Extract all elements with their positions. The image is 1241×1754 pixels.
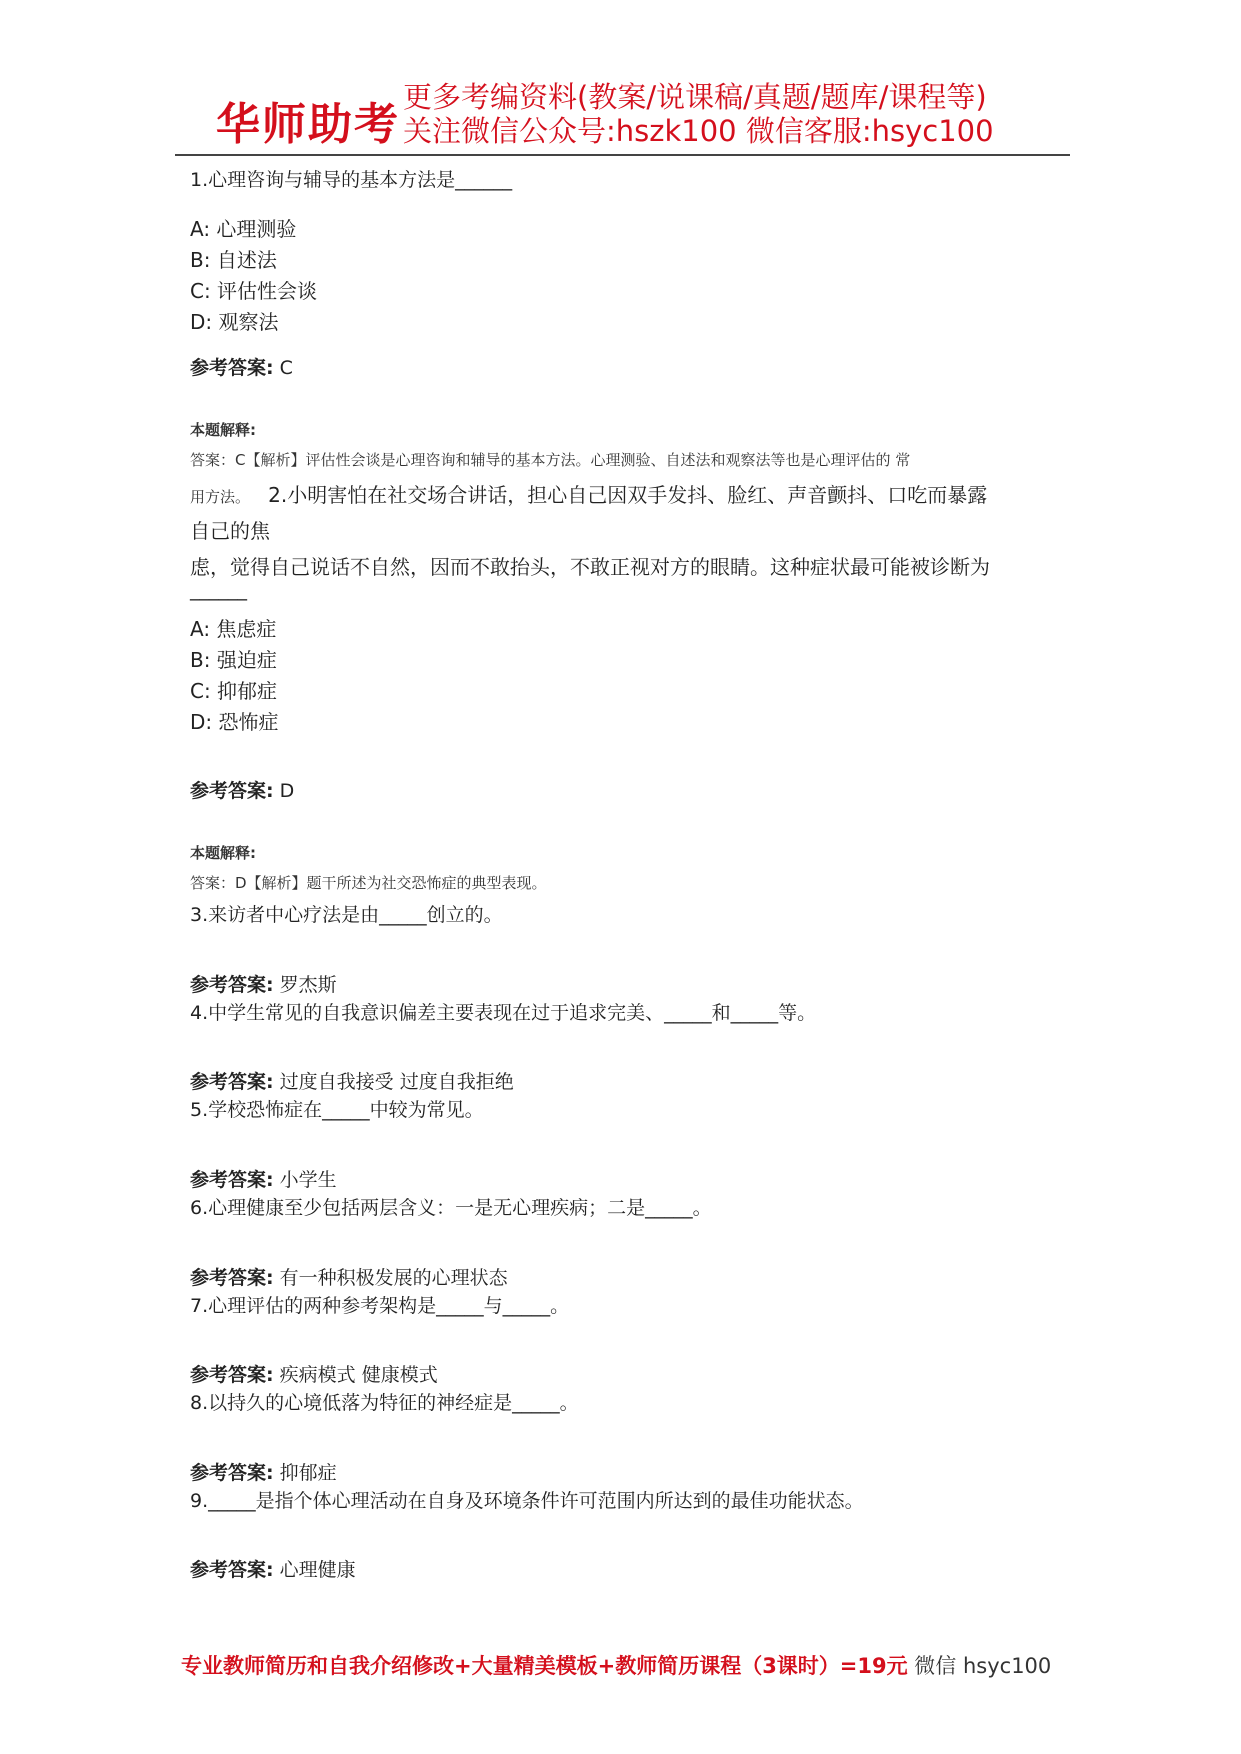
- q2-option-d: D: 恐怖症: [190, 710, 279, 734]
- q1-option-b: B: 自述法: [190, 248, 277, 272]
- question-5-stem: 5.学校恐怖症在_____中较为常见。: [190, 1099, 484, 1121]
- answer-value: 小学生: [273, 1169, 337, 1191]
- answer-label: 参考答案:: [190, 1169, 274, 1191]
- q2-explanation-label: 本题解释:: [190, 844, 256, 862]
- answer-label: 参考答案:: [190, 780, 274, 802]
- answer-label: 参考答案:: [190, 1071, 274, 1093]
- question-8-stem: 8.以持久的心境低落为特征的神经症是_____。: [190, 1392, 579, 1414]
- answer-value: 罗杰斯: [273, 974, 337, 996]
- q1-option-a: A: 心理测验: [190, 217, 297, 241]
- q2-option-c: C: 抑郁症: [190, 679, 278, 703]
- question-7-stem: 7.心理评估的两种参考架构是_____与_____。: [190, 1295, 570, 1317]
- q4-answer: [190, 1067, 514, 1094]
- promo-line-1: 更多考编资料(教案/说课稿/真题/题库/课程等): [403, 80, 987, 114]
- answer-value: 疾病模式 健康模式: [273, 1364, 438, 1386]
- answer-value: 有一种积极发展的心理状态: [273, 1267, 508, 1289]
- answer-label: 参考答案:: [190, 974, 274, 996]
- q2-answer: [190, 776, 294, 803]
- answer-value: C: [273, 357, 293, 379]
- q9-answer: [190, 1555, 356, 1582]
- footer-wechat: 微信 hsyc100: [907, 1654, 1052, 1678]
- q1-answer: [190, 353, 293, 380]
- question-4-stem: 4.中学生常见的自我意识偏差主要表现在过于追求完美、_____和_____等。: [190, 1002, 817, 1024]
- answer-label: 参考答案:: [190, 1267, 274, 1289]
- q2-explanation-line-1: 答案：D【解析】题干所述为社交恐怖症的典型表现。: [190, 874, 547, 892]
- footer-promo: [181, 1650, 1051, 1680]
- question-3-stem: 3.来访者中心疗法是由_____创立的。: [190, 904, 503, 926]
- question-2-stem-3: 虑，觉得自己说话不自然，因而不敢抬头，不敢正视对方的眼睛。这种症状最可能被诊断为: [190, 555, 990, 579]
- q1-explanation-line-1: 答案：C【解析】评估性会谈是心理咨询和辅导的基本方法。心理测验、自述法和观察法等也是心理评估的 常: [190, 451, 911, 469]
- question-9-stem: 9._____是指个体心理活动在自身及环境条件许可范围内所达到的最佳功能状态。: [190, 1490, 864, 1512]
- question-1-stem: 1.心理咨询与辅导的基本方法是______: [190, 169, 513, 191]
- footer-promo-text: 专业教师简历和自我介绍修改+大量精美模板+教师简历课程（3课时）=19元: [181, 1654, 908, 1678]
- answer-value: 抑郁症: [273, 1462, 337, 1484]
- promo-text: [403, 80, 994, 148]
- answer-value: 心理健康: [273, 1559, 356, 1581]
- answer-value: 过度自我接受 过度自我拒绝: [273, 1071, 514, 1093]
- header-divider: [175, 154, 1070, 156]
- q5-answer: [190, 1165, 337, 1192]
- q1-option-d: D: 观察法: [190, 310, 279, 334]
- q1-option-c: C: 评估性会谈: [190, 279, 318, 303]
- q1-explanation-line-2: [190, 479, 987, 508]
- question-2-stem-1: 2.小明害怕在社交场合讲话，担心自己因双手发抖、脸红、声音颤抖、口吃而暴露: [268, 483, 988, 507]
- answer-label: 参考答案:: [190, 1364, 274, 1386]
- q2-option-a: A: 焦虑症: [190, 617, 277, 641]
- page-header: [0, 0, 1241, 150]
- q7-answer: [190, 1360, 438, 1387]
- brand-logo: 华师助考: [216, 99, 400, 150]
- q1-explanation-tail: 用方法。: [190, 488, 251, 506]
- promo-line-2: 关注微信公众号:hszk100 微信客服:hsyc100: [403, 114, 994, 148]
- answer-label: 参考答案:: [190, 1462, 274, 1484]
- answer-value: D: [273, 780, 295, 802]
- question-2-stem-2: 自己的焦: [190, 519, 270, 543]
- question-2-blank: ______: [190, 579, 247, 601]
- question-6-stem: 6.心理健康至少包括两层含义：一是无心理疾病；二是_____。: [190, 1197, 712, 1219]
- q2-option-b: B: 强迫症: [190, 648, 277, 672]
- q1-explanation-label: 本题解释:: [190, 421, 256, 439]
- answer-label: 参考答案:: [190, 1559, 274, 1581]
- q6-answer: [190, 1263, 508, 1290]
- answer-label: 参考答案:: [190, 357, 274, 379]
- q3-answer: [190, 970, 337, 997]
- q8-answer: [190, 1458, 337, 1485]
